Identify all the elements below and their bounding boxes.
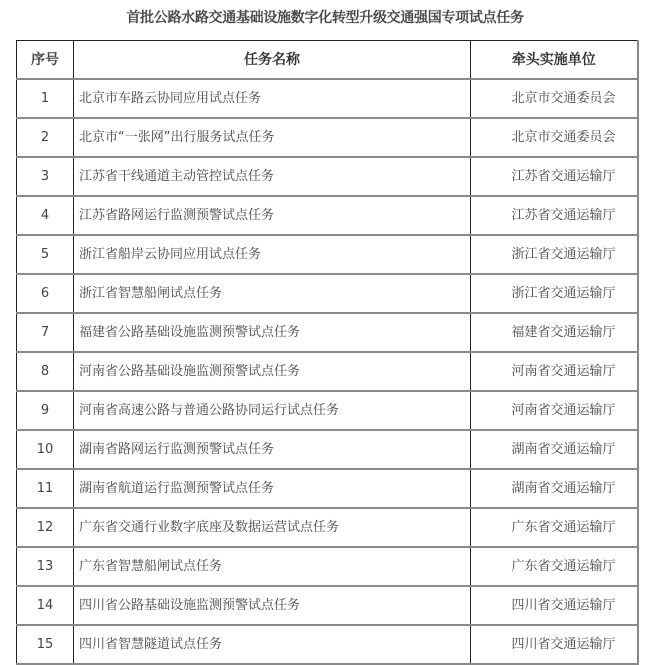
cell-task-name: 湖南省路网运行监测预警试点任务 — [74, 430, 471, 469]
cell-task-name: 江苏省路网运行监测预警试点任务 — [74, 196, 471, 235]
header-task-name: 任务名称 — [74, 41, 471, 80]
cell-lead-unit: 湖南省交通运输厅 — [471, 469, 638, 508]
cell-serial-number: 13 — [17, 547, 74, 586]
cell-lead-unit: 江苏省交通运输厅 — [471, 196, 638, 235]
table-row — [17, 469, 638, 508]
cell-task-name: 北京市车路云协同应用试点任务 — [74, 79, 471, 118]
table-row — [17, 391, 638, 430]
cell-task-name: 浙江省智慧船闸试点任务 — [74, 274, 471, 313]
cell-lead-unit: 江苏省交通运输厅 — [471, 157, 638, 196]
cell-lead-unit: 四川省交通运输厅 — [471, 586, 638, 625]
cell-task-name: 四川省智慧隧道试点任务 — [74, 625, 471, 664]
cell-serial-number: 15 — [17, 625, 74, 664]
cell-serial-number: 7 — [17, 313, 74, 352]
header-lead-unit: 牵头实施单位 — [471, 41, 638, 80]
table-row — [17, 508, 638, 547]
cell-lead-unit: 湖南省交通运输厅 — [471, 430, 638, 469]
cell-serial-number: 3 — [17, 157, 74, 196]
cell-serial-number: 11 — [17, 469, 74, 508]
cell-task-name: 湖南省航道运行监测预警试点任务 — [74, 469, 471, 508]
cell-lead-unit: 广东省交通运输厅 — [471, 547, 638, 586]
cell-serial-number: 2 — [17, 118, 74, 157]
cell-lead-unit: 浙江省交通运输厅 — [471, 235, 638, 274]
document-title: 首批公路水路交通基础设施数字化转型升级交通强国专项试点任务 — [126, 10, 524, 26]
table-row — [17, 235, 638, 274]
cell-task-name: 江苏省干线通道主动管控试点任务 — [74, 157, 471, 196]
cell-lead-unit: 河南省交通运输厅 — [471, 352, 638, 391]
cell-task-name: 河南省公路基础设施监测预警试点任务 — [74, 352, 471, 391]
cell-lead-unit: 福建省交通运输厅 — [471, 313, 638, 352]
cell-lead-unit: 浙江省交通运输厅 — [471, 274, 638, 313]
table-row — [17, 430, 638, 469]
table-row — [17, 157, 638, 196]
cell-serial-number: 6 — [17, 274, 74, 313]
cell-task-name: 浙江省船岸云协同应用试点任务 — [74, 235, 471, 274]
cell-serial-number: 14 — [17, 586, 74, 625]
cell-task-name: 四川省公路基础设施监测预警试点任务 — [74, 586, 471, 625]
cell-task-name: 河南省高速公路与普通公路协同运行试点任务 — [74, 391, 471, 430]
table-row — [17, 547, 638, 586]
header-serial-number: 序号 — [17, 41, 74, 80]
cell-lead-unit: 北京市交通委员会 — [471, 118, 638, 157]
pilot-tasks-table — [16, 40, 639, 665]
cell-task-name: 广东省交通行业数字底座及数据运营试点任务 — [74, 508, 471, 547]
cell-lead-unit: 广东省交通运输厅 — [471, 508, 638, 547]
cell-serial-number: 1 — [17, 79, 74, 118]
cell-serial-number: 4 — [17, 196, 74, 235]
table-row — [17, 625, 638, 664]
table-header-row — [17, 41, 638, 80]
table-row — [17, 352, 638, 391]
cell-serial-number: 8 — [17, 352, 74, 391]
cell-serial-number: 10 — [17, 430, 74, 469]
cell-serial-number: 9 — [17, 391, 74, 430]
table-row — [17, 586, 638, 625]
cell-serial-number: 12 — [17, 508, 74, 547]
cell-lead-unit: 四川省交通运输厅 — [471, 625, 638, 664]
table-row — [17, 79, 638, 118]
table-row — [17, 313, 638, 352]
cell-task-name: 福建省公路基础设施监测预警试点任务 — [74, 313, 471, 352]
cell-task-name: 广东省智慧船闸试点任务 — [74, 547, 471, 586]
cell-task-name: 北京市“一张网”出行服务试点任务 — [74, 118, 471, 157]
table-row — [17, 118, 638, 157]
table-row — [17, 196, 638, 235]
table-row — [17, 274, 638, 313]
cell-lead-unit: 北京市交通委员会 — [471, 79, 638, 118]
cell-lead-unit: 河南省交通运输厅 — [471, 391, 638, 430]
cell-serial-number: 5 — [17, 235, 74, 274]
